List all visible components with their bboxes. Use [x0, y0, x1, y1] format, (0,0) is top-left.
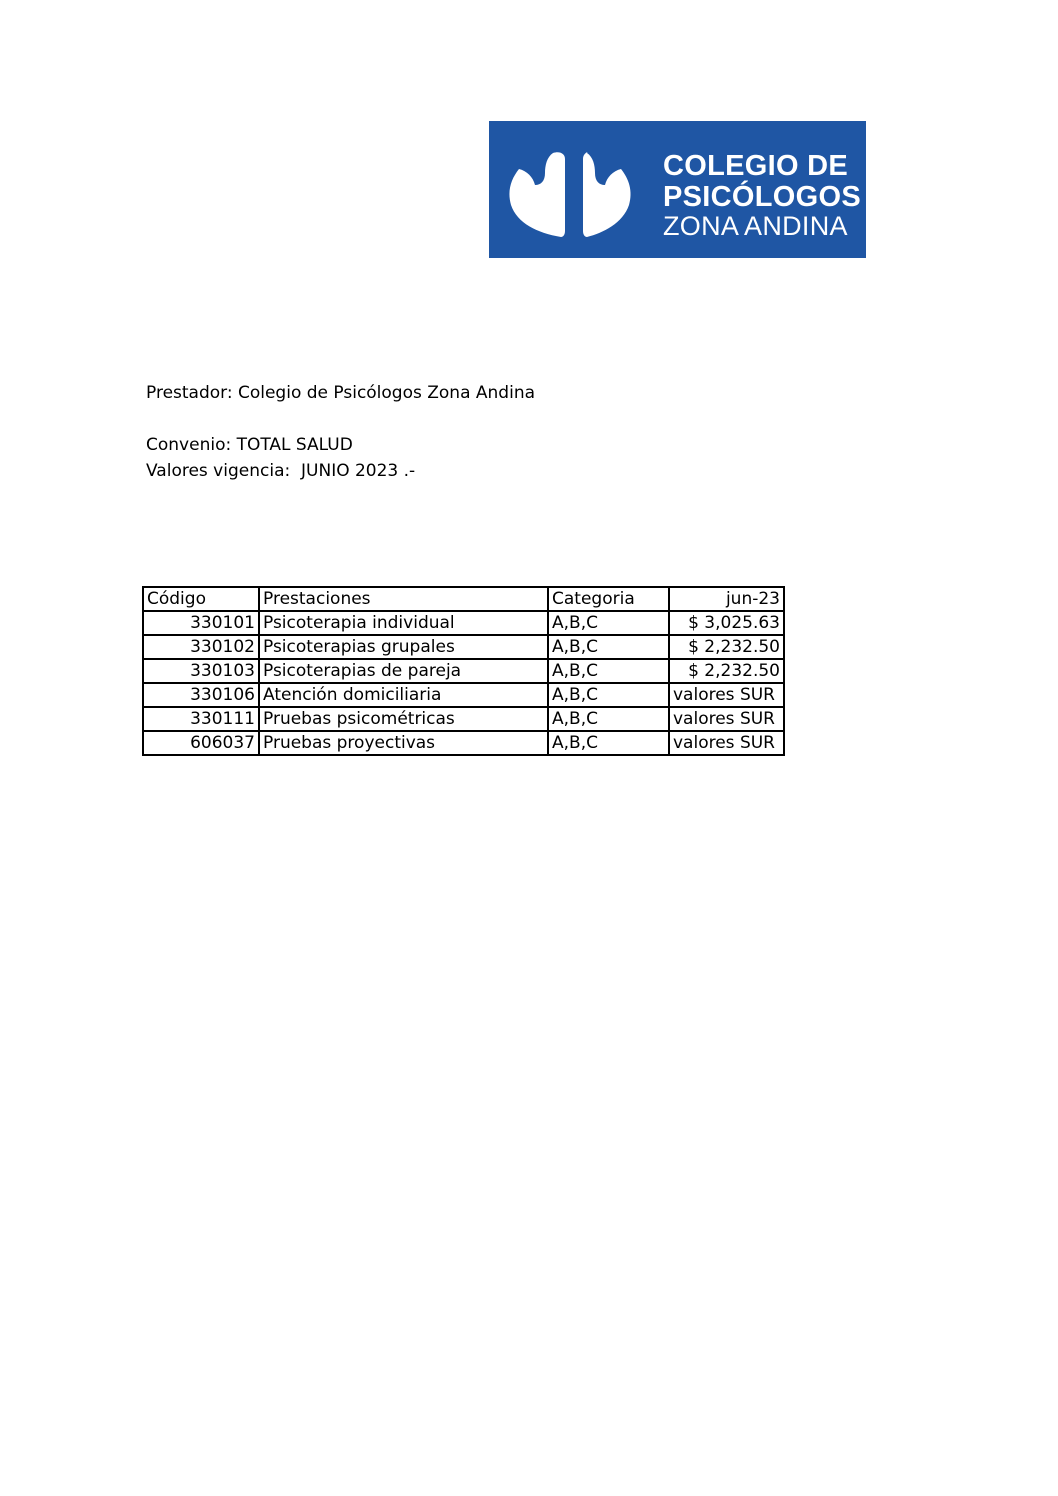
- cell-prestacion: Atención domiciliaria: [259, 683, 548, 707]
- cell-codigo: 606037: [143, 731, 259, 755]
- logo-line-1: COLEGIO DE: [663, 150, 849, 182]
- table-row: [143, 683, 784, 707]
- logo-line-3: ZONA ANDINA: [663, 211, 848, 241]
- cell-categoria: A,B,C: [548, 707, 669, 731]
- cell-prestacion: Psicoterapias grupales: [259, 635, 548, 659]
- cell-codigo: 330101: [143, 611, 259, 635]
- vigencia-text: Valores vigencia: JUNIO 2023 .-: [146, 461, 416, 481]
- psi-symbol-icon: [505, 151, 645, 239]
- header-codigo: Código: [143, 587, 259, 611]
- cell-categoria: A,B,C: [548, 659, 669, 683]
- prestador-text: Prestador: Colegio de Psicólogos Zona Andina: [146, 383, 536, 403]
- cell-valor: valores SUR: [669, 683, 784, 707]
- cell-valor: $ 3,025.63: [669, 611, 784, 635]
- header-period: jun-23: [669, 587, 784, 611]
- cell-codigo: 330102: [143, 635, 259, 659]
- header-prestaciones: Prestaciones: [259, 587, 548, 611]
- cell-codigo: 330111: [143, 707, 259, 731]
- table-row: [143, 611, 784, 635]
- cell-categoria: A,B,C: [548, 635, 669, 659]
- cell-valor: valores SUR: [669, 731, 784, 755]
- cell-categoria: A,B,C: [548, 731, 669, 755]
- convenio-text: Convenio: TOTAL SALUD: [146, 435, 353, 455]
- cell-prestacion: Psicoterapias de pareja: [259, 659, 548, 683]
- logo-line-2: PSICÓLOGOS: [663, 181, 861, 213]
- rates-table: [142, 586, 785, 756]
- cell-valor: valores SUR: [669, 707, 784, 731]
- logo: [489, 121, 866, 258]
- logo-text: [663, 151, 861, 239]
- table-row: [143, 635, 784, 659]
- cell-codigo: 330106: [143, 683, 259, 707]
- table-header-row: [143, 587, 784, 611]
- table-row: [143, 707, 784, 731]
- cell-categoria: A,B,C: [548, 683, 669, 707]
- cell-prestacion: Pruebas proyectivas: [259, 731, 548, 755]
- header-categoria: Categoria: [548, 587, 669, 611]
- table-row: [143, 731, 784, 755]
- table-row: [143, 659, 784, 683]
- cell-categoria: A,B,C: [548, 611, 669, 635]
- cell-codigo: 330103: [143, 659, 259, 683]
- cell-valor: $ 2,232.50: [669, 635, 784, 659]
- cell-prestacion: Pruebas psicométricas: [259, 707, 548, 731]
- cell-prestacion: Psicoterapia individual: [259, 611, 548, 635]
- cell-valor: $ 2,232.50: [669, 659, 784, 683]
